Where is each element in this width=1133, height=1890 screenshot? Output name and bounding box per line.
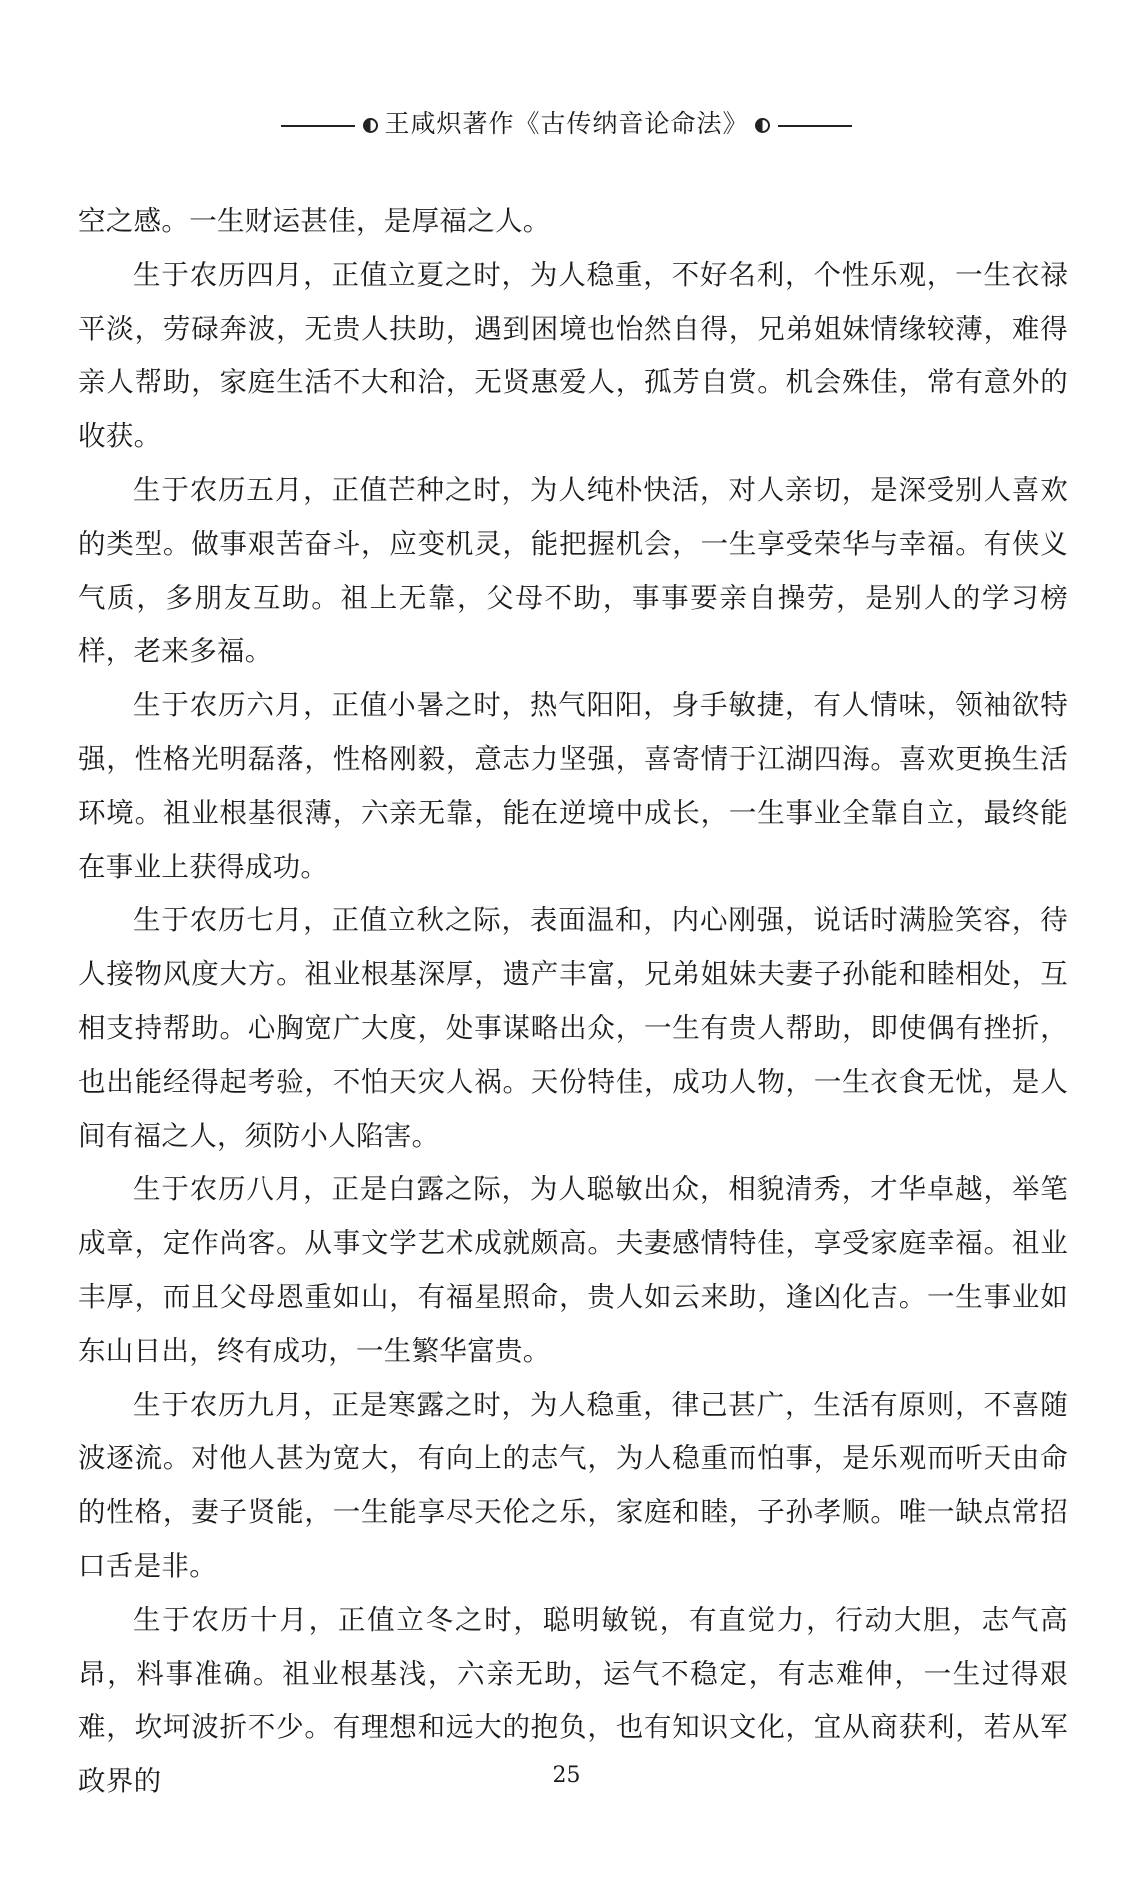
yin-yang-icon — [363, 118, 378, 133]
paragraph-tenth-month: 生于农历十月，正值立冬之时，聪明敏锐，有直觉力，行动大胆，志气高昂，料事准确。祖业根基浅，六亲无助，运气不稳定，有志难伸，一生过得艰难，坎坷波折不少。有理想和远大的抱负，也有知识文化，宜从商获利，若从军政界的 — [78, 1603, 1068, 1798]
paragraph-eighth-month: 生于农历八月，正是白露之际，为人聪敏出众，相貌清秀，才华卓越，举笔成章，定作尚客。从事文学艺术成就颇高。夫妻感情特佳，享受家庭幸福。祖业丰厚，而且父母恩重如山，有福星照命，贵人如云来助，逢凶化吉。一生事业如东山日出，终有成功，一生繁华富贵。 — [78, 1173, 1068, 1367]
header-rule-right — [778, 125, 852, 127]
header-rule-left — [281, 125, 355, 127]
paragraph-sixth-month: 生于农历六月，正值小暑之时，热气阳阳，身手敏捷，有人情味，领袖欲特强，性格光明磊落，性格刚毅，意志力坚强，喜寄情于江湖四海。喜欢更换生活环境。祖业根基很薄，六亲无靠，能在逆境中成长，一生事业全靠自立，最终能在事业上获得成功。 — [78, 689, 1068, 883]
page-number: 25 — [552, 1763, 581, 1788]
paragraph-fourth-month: 生于农历四月，正值立夏之时，为人稳重，不好名利，个性乐观，一生衣禄平淡，劳碌奔波，无贵人扶助，遇到困境也怡然自得，兄弟姐妹情缘较薄，难得亲人帮助，家庭生活不大和洽，无贤惠爱人，孤芳自赏。机会殊佳，常有意外的收获。 — [78, 258, 1068, 453]
header-title: 王咸炽著作《古传纳音论命法》 — [384, 109, 749, 138]
yin-yang-icon — [755, 118, 770, 133]
paragraph-ninth-month: 生于农历九月，正是寒露之时，为人稳重，律己甚广，生活有原则，不喜随波逐流。对他人甚为宽大，有向上的志气，为人稳重而怕事，是乐观而听天由命的性格，妻子贤能，一生能享尽天伦之乐，家庭和睦，子孙孝顺。唯一缺点常招口舌是非。 — [78, 1388, 1068, 1582]
paragraph-continued: 空之感。一生财运甚佳，是厚福之人。 — [78, 205, 551, 237]
running-header — [0, 104, 1133, 140]
paragraph-seventh-month: 生于农历七月，正值立秋之际，表面温和，内心刚强，说话时满脸笑容，待人接物风度大方。祖业根基深厚，遗产丰富，兄弟姐妹夫妻子孙能和睦相处，互相支持帮助。心胸宽广大度，处事谋略出众，一生有贵人帮助，即使偶有挫折，也出能经得起考验，不怕天灾人祸。天份特佳，成功人物，一生衣食无忧，是人间有福之人，须防小人陷害。 — [78, 904, 1068, 1152]
paragraph-fifth-month: 生于农历五月，正值芒种之时，为人纯朴快活，对人亲切，是深受别人喜欢的类型。做事艰苦奋斗，应变机灵，能把握机会，一生享受荣华与幸福。有侠义气质，多朋友互助。祖上无靠，父母不助，事事要亲自操劳，是别人的学习榜样，老来多福。 — [78, 473, 1068, 668]
body-text — [78, 195, 1068, 1809]
